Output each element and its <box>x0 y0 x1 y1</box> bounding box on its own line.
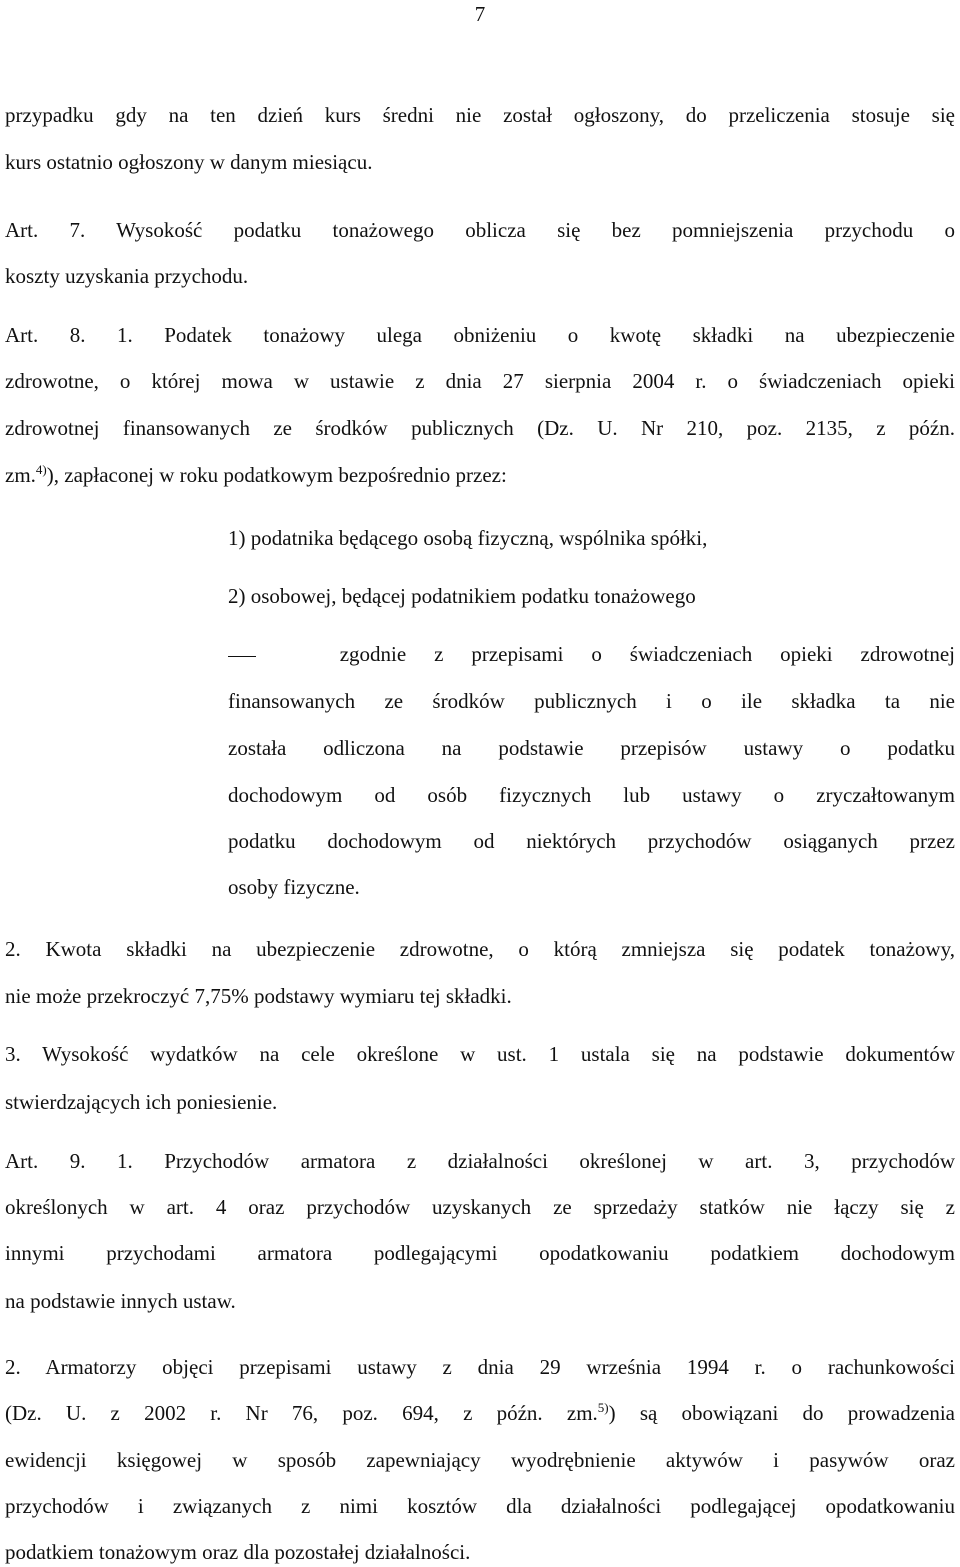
text-line: dochodowym od osób fizycznych lub ustawy o zryczałtowanym <box>228 783 955 807</box>
text-line: podatkiem tonażowym oraz dla pozostałej działalności. <box>5 1540 471 1564</box>
text-line <box>228 641 955 667</box>
text-line <box>5 1400 955 1426</box>
text-line: na podstawie innych ustaw. <box>5 1289 236 1313</box>
text-line: 2. Armatorzy objęci przepisami ustawy z dnia 29 września 1994 r. o rachunkowości <box>5 1355 955 1379</box>
text-line: Art. 9. 1. Przychodów armatora z działalności określonej w art. 3, przychodów <box>5 1149 955 1173</box>
list-item: 2) osobowej, będącej podatnikiem podatku tonażowego <box>228 584 696 608</box>
text-line: podatku dochodowym od niektórych przychodów osiąganych przez <box>228 829 955 853</box>
text-fragment: ), zapłaconej w roku podatkowym bezpośrednio przez: <box>46 463 507 487</box>
footnote-marker: 5) <box>597 1400 609 1415</box>
text-line: 2. Kwota składki na ubezpieczenie zdrowotne, o którą zmniejsza się podatek tonażowy, <box>5 937 955 961</box>
text-fragment: (Dz. U. z 2002 r. Nr 76, poz. 694, z późn. zm. <box>5 1401 598 1425</box>
text-line: stwierdzających ich poniesienie. <box>5 1090 278 1114</box>
text-line: innymi przychodami armatora podlegającymi opodatkowaniu podatkiem dochodowym <box>5 1241 955 1265</box>
text-line: zdrowotne, o której mowa w ustawie z dnia 27 sierpnia 2004 r. o świadczeniach opieki <box>5 369 955 393</box>
text-line: zdrowotnej finansowanych ze środków publicznych (Dz. U. Nr 210, poz. 2135, z późn. <box>5 416 955 440</box>
text-fragment: zgodnie z przepisami o świadczeniach opieki zdrowotnej <box>339 642 956 666</box>
text-line: została odliczona na podstawie przepisów ustawy o podatku <box>228 736 955 760</box>
text-line <box>5 462 507 488</box>
text-line: kurs ostatnio ogłoszony w danym miesiącu. <box>5 150 373 174</box>
text-line: koszty uzyskania przychodu. <box>5 264 249 288</box>
list-item: 1) podatnika będącego osobą fizyczną, wspólnika spółki, <box>228 526 708 550</box>
text-fragment: zm. <box>5 463 36 487</box>
text-line: Art. 8. 1. Podatek tonażowy ulega obniżeniu o kwotę składki na ubezpieczenie <box>5 323 955 347</box>
text-line: finansowanych ze środków publicznych i o ile składka ta nie <box>228 689 955 713</box>
text-line: ewidencji księgowej w sposób zapewniający wyodrębnienie aktywów i pasywów oraz <box>5 1448 955 1472</box>
page-number: 7 <box>474 2 486 26</box>
text-line: nie może przekroczyć 7,75% podstawy wymiaru tej składki. <box>5 984 512 1008</box>
dash-icon <box>228 656 256 657</box>
text-line: przypadku gdy na ten dzień kurs średni nie został ogłoszony, do przeliczenia stosuje się <box>5 103 955 127</box>
text-line: osoby fizyczne. <box>228 875 360 899</box>
footnote-marker: 4) <box>35 462 47 477</box>
text-fragment: ) są obowiązani do prowadzenia <box>608 1401 956 1425</box>
text-line: określonych w art. 4 oraz przychodów uzyskanych ze sprzedaży statków nie łączy się z <box>5 1195 955 1219</box>
text-line: 3. Wysokość wydatków na cele określone w ust. 1 ustala się na podstawie dokumentów <box>5 1042 955 1066</box>
text-line: przychodów i związanych z nimi kosztów dla działalności podlegającej opodatkowaniu <box>5 1494 955 1518</box>
text-line: Art. 7. Wysokość podatku tonażowego oblicza się bez pomniejszenia przychodu o <box>5 218 955 242</box>
